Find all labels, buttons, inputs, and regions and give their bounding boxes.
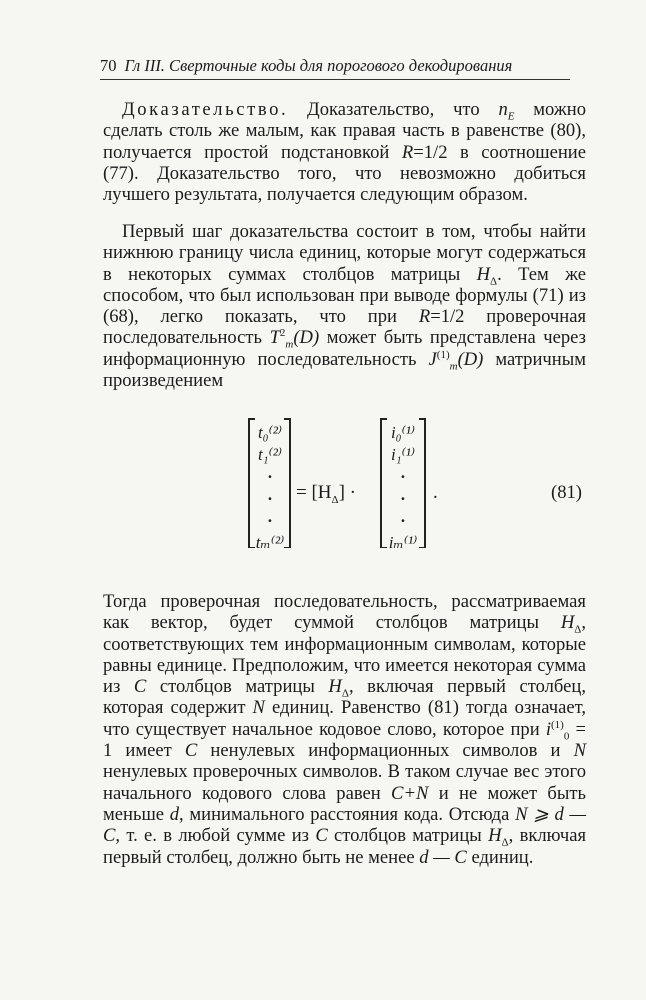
right-vector: i₀⁽¹⁾ i₁⁽¹⁾ · · · iₘ⁽¹⁾ [388,423,418,552]
equation-period: . [433,482,438,503]
proof-lead: Доказательство. [122,99,289,120]
page-number: 70 [100,56,117,75]
equation-81 [0,418,646,568]
paragraph-conclusion: Тогда проверочная последовательность, рассматриваемая как вектор, будет суммой столбцов матрицы $H_\Delta$, соответствующих тем информационным символам, которые равны единице. Предположим, что имеется некоторая сумма из C столбцов матрицы $H_\Delta$, включая первый столбец, которая содержит N единиц. Равенство (81) тогда означает, что существует начальное кодовое слово, которое при $i^{(1)}_0 = 1$ имеет C ненулевых информационных символов и N ненулевых проверочных символов. В таком случае вес этого начального кодового слова равен C+N и не может быть меньше d, минимального расстояния кода. Отсюда N ⩾ d — C, т. е. в любой сумме из C столбцов матрицы $H_\Delta$, включая первый столбец, должно быть не менее d — C единиц. [103,591,587,868]
matrix-product: = $[H_\Delta]$ · [296,482,356,506]
left-vector: t₀⁽²⁾ t₁⁽²⁾ · · · tₘ⁽²⁾ [255,423,285,552]
left-vector-bracket-close [289,418,291,548]
equation-number: (81) [551,482,582,503]
paragraph-first-step: Первый шаг доказательства состоит в том, чтобы найти нижнюю границу числа единиц, которые могут содержаться в некоторых суммах столбцов матрицы $H_\Delta$. Тем же способом, что был использован при выводе формулы (71) из (68), легко показать, что при R=1/2 проверочная последовательность $T^2_m(D)$ может быть представлена через информационную последовательность $J^{(1)}_m(D)$ матричным произведением [103,221,586,392]
left-vector-bracket-open [248,418,250,548]
running-title: Гл III. Сверточные коды для порогового декодирования [124,56,513,75]
right-vector-bracket-close [424,418,426,548]
running-header [100,56,570,80]
right-vector-bracket-open [380,418,382,548]
paragraph-proof: Доказательство. Доказательство, что $n_E$ можно сделать столь же малым, как правая часть в равенстве (80), получается простой подстановкой R=1/2 в соотношение (77). Доказательство того, что невозможно добиться лучшего результата, получается следующим образом. [103,99,586,206]
